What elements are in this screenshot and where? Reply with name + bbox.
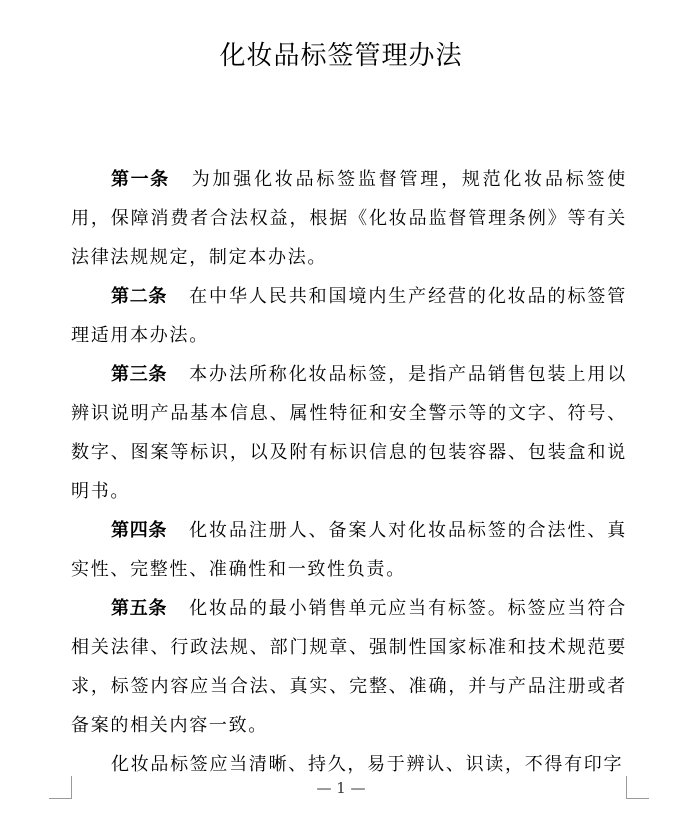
article-text: 本办法所称化妆品标签，是指产品销售包装上用以辨识说明产品基本信息、属性特征和安全警示等的文字、符号、数字、图案等标识，以及附有标识信息的包装容器、包装盒和说明书。 <box>71 364 627 502</box>
article-paragraph-3 <box>71 355 627 511</box>
article-number: 第四条 <box>111 520 168 541</box>
article-number: 第五条 <box>111 598 168 619</box>
paragraph-text: 化妆品标签应当清晰、持久，易于辨认、识读，不得有印字 <box>111 754 624 775</box>
article-number: 第二条 <box>111 286 168 307</box>
article-number: 第三条 <box>111 364 168 385</box>
article-text: 化妆品的最小销售单元应当有标签。标签应当符合相关法律、行政法规、部门规章、强制性国家标准和技术规范要求，标签内容应当合法、真实、完整、准确，并与产品注册或者备案的相关内容一致。 <box>71 598 627 736</box>
article-paragraph-1 <box>71 160 627 277</box>
article-number: 第一条 <box>111 169 170 190</box>
article-text: 在中华人民共和国境内生产经营的化妆品的标签管理适用本办法。 <box>71 286 627 346</box>
article-text: 为加强化妆品标签监督管理，规范化妆品标签使用，保障消费者合法权益，根据《化妆品监督管理条例》等有关法律法规规定，制定本办法。 <box>71 169 627 268</box>
page-number: — 1 — <box>316 779 366 797</box>
document-body <box>71 160 627 784</box>
article-paragraph-4 <box>71 511 627 589</box>
article-text: 化妆品注册人、备案人对化妆品标签的合法性、真实性、完整性、准确性和一致性负责。 <box>71 520 627 580</box>
article-paragraph-2 <box>71 277 627 355</box>
article-paragraph-5 <box>71 589 627 745</box>
document-title: 化妆品标签管理办法 <box>219 41 463 71</box>
